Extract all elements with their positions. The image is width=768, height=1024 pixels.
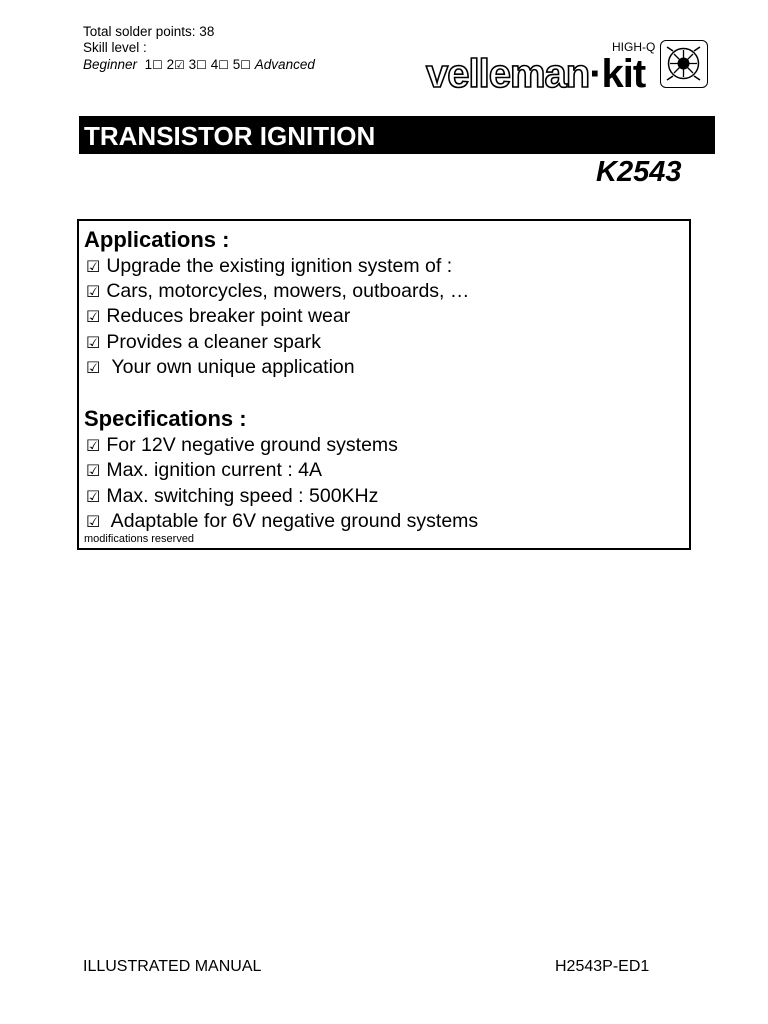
application-item: ☑ Reduces breaker point wear xyxy=(86,305,351,327)
application-item: ☑ Your own unique application xyxy=(86,356,355,378)
skill-level-3: 3 xyxy=(188,57,197,72)
skill-box-5: ☐ xyxy=(240,58,252,72)
skill-level-4: 4 xyxy=(210,57,219,72)
application-item: ☑ Provides a cleaner spark xyxy=(86,331,321,353)
application-item: ☑ Upgrade the existing ignition system of : xyxy=(86,255,453,277)
checkbox-checked-icon: ☑ xyxy=(86,461,101,480)
brand-logo-kit: ·kit xyxy=(589,52,646,96)
solder-points-text: Total solder points: 38 xyxy=(83,24,215,39)
skill-level-label: Skill level : xyxy=(83,40,147,55)
skill-end-label: Advanced xyxy=(254,57,315,72)
specification-item: ☑ Max. switching speed : 500KHz xyxy=(86,485,379,507)
checkbox-checked-icon: ☑ xyxy=(86,307,101,326)
specification-item: ☑ Max. ignition current : 4A xyxy=(86,459,323,481)
specifications-heading: Specifications : xyxy=(84,406,247,431)
specification-item: ☑ For 12V negative ground systems xyxy=(86,434,398,456)
skill-box-3: ☐ xyxy=(196,58,207,72)
skill-scale xyxy=(83,57,315,73)
footer-manual-label: ILLUSTRATED MANUAL xyxy=(83,958,262,975)
applications-heading: Applications : xyxy=(84,227,230,252)
checkbox-checked-icon: ☑ xyxy=(86,333,101,352)
skill-box-4: ☐ xyxy=(218,58,229,72)
checkbox-checked-icon: ☑ xyxy=(86,358,101,377)
skill-level-2: 2 xyxy=(166,57,175,72)
page-title: TRANSISTOR IGNITION xyxy=(84,121,376,151)
skill-level-1: 1 xyxy=(144,57,153,72)
brand-logo-name: velleman xyxy=(426,52,590,96)
title-bar xyxy=(79,116,715,154)
skill-box-2: ☑ xyxy=(174,58,185,72)
crest-emblem-icon xyxy=(660,40,708,88)
specification-item: ☑ Adaptable for 6V negative ground systems xyxy=(86,510,479,532)
modifications-note: modifications reserved xyxy=(84,533,195,545)
brand-tagline: HIGH-Q xyxy=(612,40,656,54)
skill-level-5: 5 xyxy=(232,57,241,72)
brand-logo xyxy=(426,52,645,96)
skill-start-label: Beginner xyxy=(83,57,138,72)
skill-box-1: ☐ xyxy=(152,58,163,72)
features-panel xyxy=(77,219,691,550)
checkbox-checked-icon: ☑ xyxy=(86,487,101,506)
checkbox-checked-icon: ☑ xyxy=(86,282,101,301)
checkbox-checked-icon: ☑ xyxy=(86,512,101,531)
product-code: K2543 xyxy=(596,156,682,188)
application-item: ☑ Cars, motorcycles, mowers, outboards, … xyxy=(86,280,470,302)
footer-document-code: H2543P-ED1 xyxy=(555,958,650,975)
checkbox-checked-icon: ☑ xyxy=(86,436,101,455)
checkbox-checked-icon: ☑ xyxy=(86,257,101,276)
